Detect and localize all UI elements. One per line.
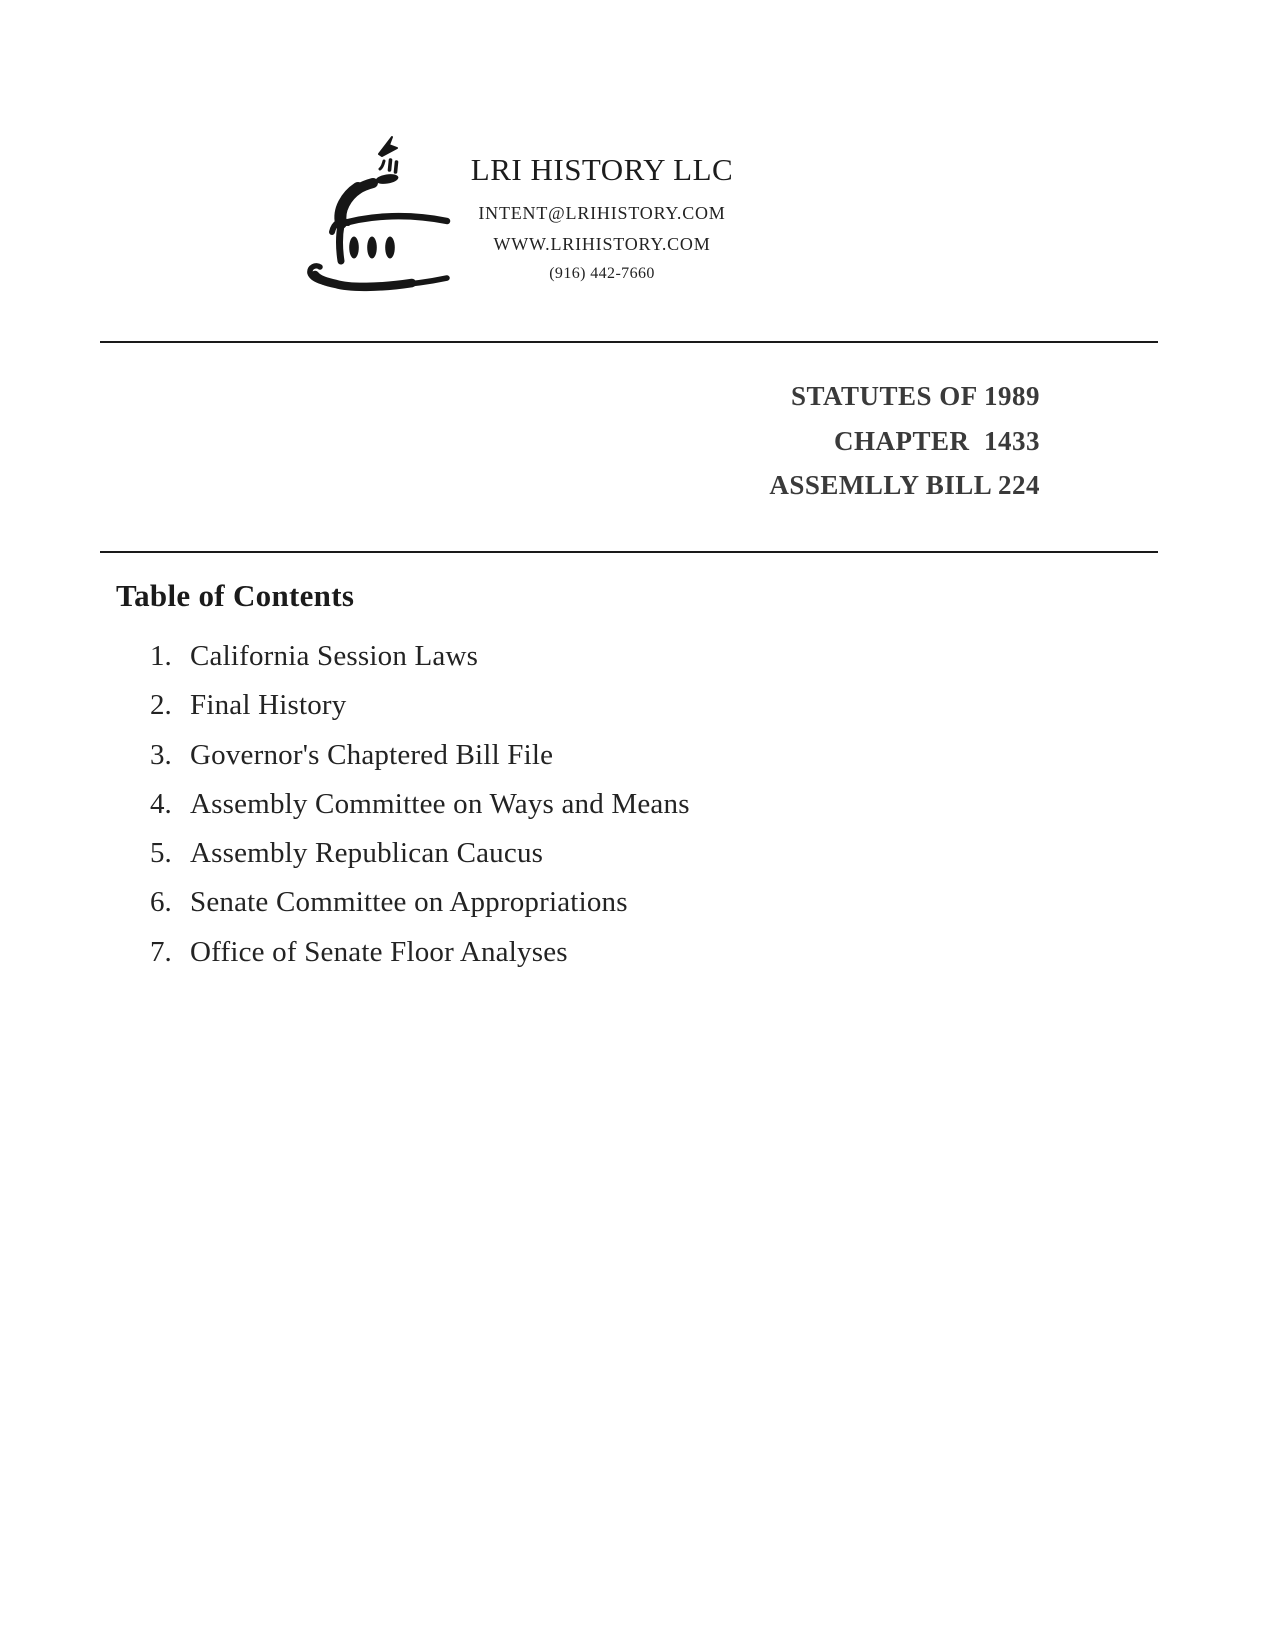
toc-item-label: Senate Committee on Appropriations bbox=[190, 886, 628, 919]
company-email: INTENT@LRIHISTORY.COM bbox=[478, 203, 726, 223]
chapter-line: CHAPTER 1433 bbox=[833, 425, 1040, 456]
toc-item bbox=[150, 837, 690, 886]
toc-item-number: 7. bbox=[150, 935, 172, 968]
toc-item bbox=[150, 886, 690, 935]
toc-heading: Table of Contents bbox=[116, 578, 355, 613]
letterhead bbox=[402, 152, 802, 283]
toc-item-number: 3. bbox=[150, 738, 172, 771]
toc-item-label: Office of Senate Floor Analyses bbox=[190, 935, 568, 968]
toc-item-label: California Session Laws bbox=[190, 640, 479, 672]
company-name: LRI HISTORY LLC bbox=[470, 152, 734, 187]
toc-item bbox=[150, 640, 690, 689]
assembly-bill-line: ASSEMLLY BILL 224 bbox=[769, 470, 1040, 500]
toc-item-label: Final History bbox=[190, 689, 347, 722]
toc-item bbox=[150, 788, 690, 837]
statutes-line: STATUTES OF 1989 bbox=[790, 381, 1040, 411]
toc-item bbox=[150, 936, 690, 985]
toc-item-label: Assembly Republican Caucus bbox=[190, 837, 544, 870]
toc-item-label: Assembly Committee on Ways and Means bbox=[190, 787, 690, 820]
company-website: WWW.LRIHISTORY.COM bbox=[493, 234, 711, 254]
toc-item bbox=[150, 689, 690, 738]
toc-item-number: 5. bbox=[150, 837, 172, 870]
toc-list bbox=[150, 640, 690, 985]
toc-item bbox=[150, 739, 690, 788]
divider-bottom bbox=[100, 551, 1158, 553]
divider-top bbox=[100, 341, 1158, 343]
toc-item-number: 4. bbox=[150, 787, 172, 820]
company-phone: (916) 442-7660 bbox=[549, 265, 655, 282]
toc-item-number: 2. bbox=[150, 689, 172, 722]
toc-item-label: Governor's Chaptered Bill File bbox=[190, 738, 554, 771]
toc-item-number: 6. bbox=[150, 886, 172, 919]
toc-item-number: 1. bbox=[150, 640, 172, 672]
statute-reference-block bbox=[769, 374, 1040, 508]
